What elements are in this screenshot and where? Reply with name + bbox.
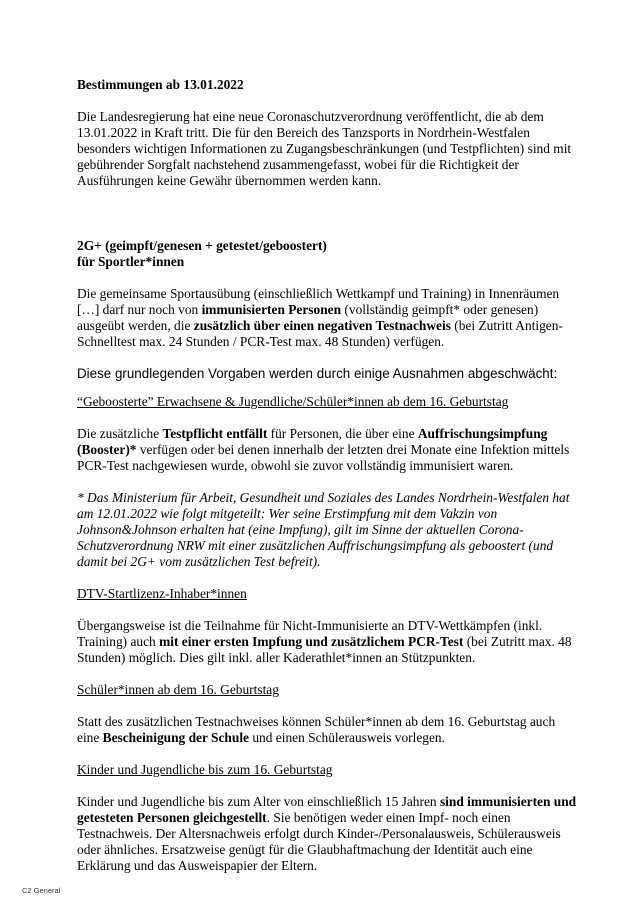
ministry-note: * Das Ministerium für Arbeit, Gesundheit und Soziales des Landes Nordrhein-Westfalen hat am 12.01.2022 wie folgt mitgeteilt: Wer seine Erstimpfung mit dem Vakzin von Johnson&Johnson erhalten hat (eine Impfung), gilt im Sinne der aktuellen Corona-Schutzverordnung NRW mit einer zusätzlichen Auffrischungsimpfung als geboostert (und damit bei 2G+ vom zusätzlichen Test befreit). bbox=[77, 490, 570, 569]
dtv-heading: DTV-Startlizenz-Inhaber*innen bbox=[77, 586, 247, 601]
text-run: Übergangsweise ist die Teilnahme für Nicht-Immunisierte an DTV-Wettkämpfen (inkl. Training) auch bbox=[77, 618, 543, 649]
text-run: Kinder und Jugendliche bis zum Alter von einschließlich 15 Jahren bbox=[77, 794, 440, 809]
classification-footer: C2 General bbox=[22, 886, 61, 895]
text-run: für Personen, die über eine bbox=[267, 426, 418, 441]
text-run: Die gemeinsame Sportausübung (einschließlich Wettkampf und Training) in Innenräumen […] darf nur noch von bbox=[77, 286, 560, 317]
dtv-paragraph bbox=[77, 618, 577, 666]
text-run: (vollständig geimpft* oder genesen) ausgeübt werden, die bbox=[77, 302, 539, 333]
boost-paragraph bbox=[77, 426, 577, 474]
section-2g-heading-line1: 2G+ (geimpft/genesen + getestet/geboostert) bbox=[77, 238, 327, 253]
section-2g-paragraph bbox=[77, 286, 577, 350]
bold-run: zusätzlich über einen negativen Testnachweis bbox=[193, 318, 451, 333]
bold-run: Testpflicht entfällt bbox=[162, 426, 268, 441]
bold-run: immunisierten Personen bbox=[201, 302, 342, 317]
text-run: Die zusätzliche bbox=[77, 426, 163, 441]
bold-run: sind immunisierten und getesteten Personen gleichgestellt bbox=[77, 794, 577, 825]
text-run: . Sie benötigen weder einen Impf- noch einen Testnachweis. Der Altersnachweis erfolgt durch Kinder-/Personalausweis, Schülerausweis oder ähnliches. Ersatzweise genügt für die Glaubhaftmachung der Identität auch eine Erklärung und das Ausweispapier der Eltern. bbox=[77, 810, 561, 873]
kinder-paragraph bbox=[77, 794, 577, 874]
text-run: (bei Zutritt max. 48 Stunden) möglich. Dies gilt inkl. aller Kaderathlet*innen an Stützpunkten. bbox=[77, 634, 572, 665]
text-run: und einen Schülerausweis vorlegen. bbox=[249, 730, 445, 745]
kinder-heading: Kinder und Jugendliche bis zum 16. Geburtstag bbox=[77, 762, 333, 777]
intro-paragraph: Die Landesregierung hat eine neue Coronaschutzverordnung veröffentlicht, die ab dem 13.01.2022 in Kraft tritt. Die für den Bereich des Tanzsports in Nordrhein-Westfalen besonders wichtigen Informationen zu Zugangsbeschränkungen (und Testpflichten) sind mit gebührender Sorgfalt nachstehend zusammengefasst, wobei für die Richtigkeit der Ausführungen keine Gewähr übernommen werden kann. bbox=[77, 109, 572, 188]
text-run: (bei Zutritt Antigen-Schnelltest max. 24 Stunden / PCR-Test max. 48 Stunden) verfügen. bbox=[77, 318, 563, 349]
document-title: Bestimmungen ab 13.01.2022 bbox=[77, 77, 244, 92]
text-run: verfügen oder bei denen innerhalb der letzten drei Monate eine Infektion mittels PCR-Test nachgewiesen wurde, obwohl sie zuvor vollständig immunisiert waren. bbox=[77, 442, 570, 473]
bold-run: mit einer ersten Impfung und zusätzlichem PCR-Test bbox=[159, 634, 464, 649]
schueler-heading: Schüler*innen ab dem 16. Geburtstag bbox=[77, 682, 279, 697]
section-2g-heading-line2: für Sportler*innen bbox=[77, 254, 185, 269]
document-page bbox=[77, 77, 577, 874]
bold-run: Auffrischungsimpfung (Booster)* bbox=[77, 426, 548, 457]
schueler-paragraph bbox=[77, 714, 577, 746]
bold-run: Bescheinigung der Schule bbox=[102, 730, 249, 745]
exceptions-intro: Diese grundlegenden Vorgaben werden durch einige Ausnahmen abgeschwächt: bbox=[77, 366, 558, 381]
boost-heading: “Geboosterte” Erwachsene & Jugendliche/Schüler*innen ab dem 16. Geburtstag bbox=[77, 394, 509, 409]
text-run: Statt des zusätzlichen Testnachweises können Schüler*innen ab dem 16. Geburtstag auch eine bbox=[77, 714, 556, 745]
